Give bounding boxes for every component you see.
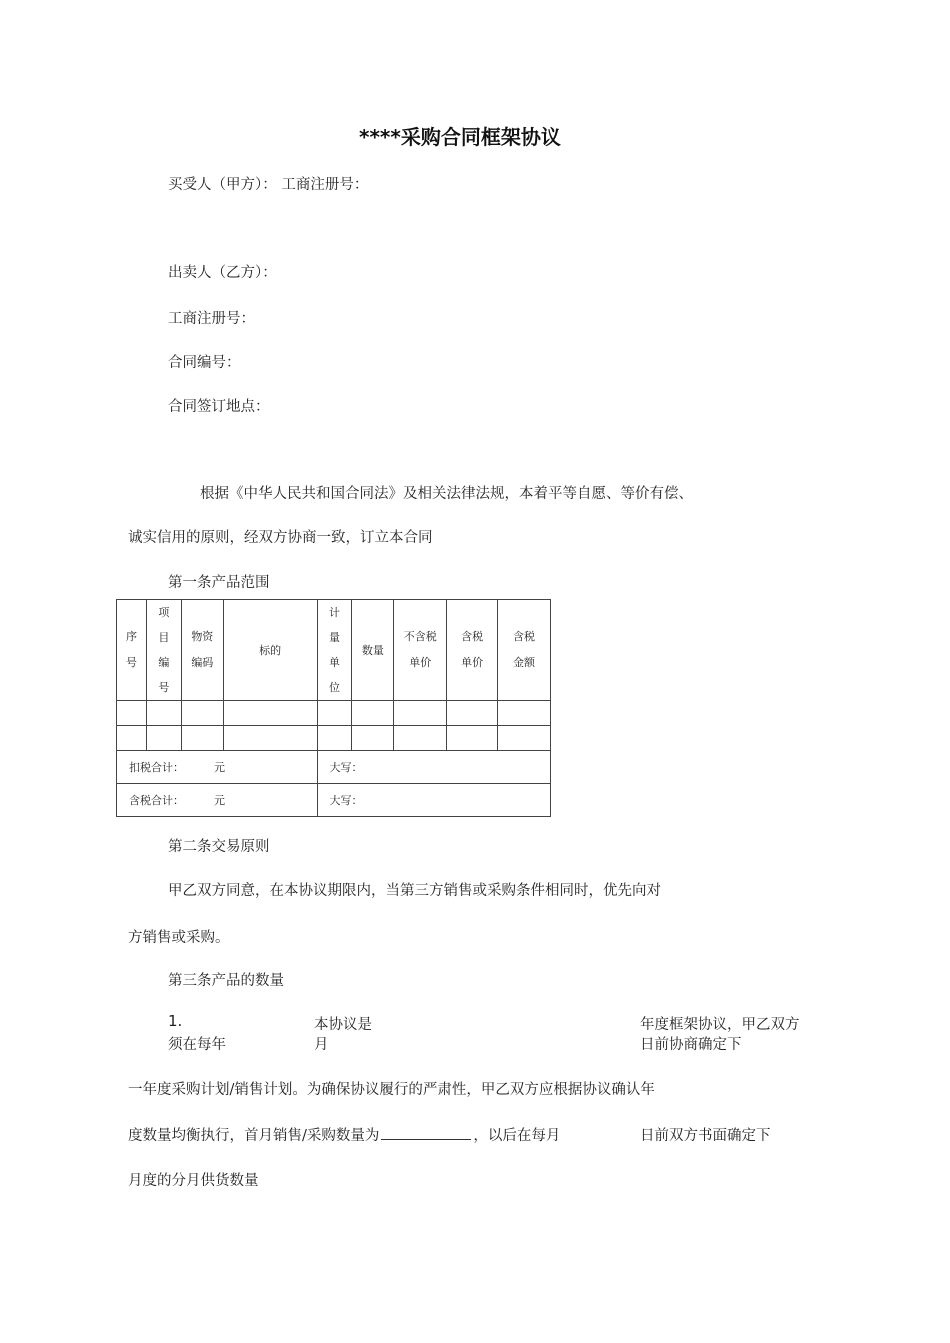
header-item-number: 项 目 编 号	[146, 600, 181, 701]
table-row	[117, 726, 551, 751]
clause-number: 1.	[168, 1012, 183, 1030]
clause-text: 日前双方书面确定下	[640, 1128, 771, 1144]
clause-text: 本协议是	[314, 1017, 372, 1033]
header-seq: 序 号	[117, 600, 147, 701]
buyer-line: 买受人（甲方）： 工商注册号：	[168, 177, 369, 193]
clause-text: 日前协商确定下	[640, 1037, 742, 1053]
clause-text: 一年度采购计划/销售计划。为确保协议履行的严肃性，甲乙双方应根据协议确认年	[128, 1082, 655, 1098]
clause-text: 须在每年	[168, 1037, 226, 1053]
currency-unit: 元	[214, 761, 225, 774]
preamble-line-2: 诚实信用的原则，经双方协商一致，订立本合同	[128, 530, 433, 546]
article-2-line-2: 方销售或采购。	[128, 930, 230, 946]
contract-number: 合同编号：	[168, 355, 241, 371]
preamble-line-1: 根据《中华人民共和国合同法》及相关法律法规，本着平等自愿、等价有偿、	[200, 486, 693, 502]
seller-line: 出卖人（乙方）：	[168, 265, 277, 281]
clause-text: 度数量均衡执行，首月销售/采购数量为 ，以后在每月	[128, 1124, 560, 1145]
total-incl-tax-row	[117, 784, 551, 817]
product-table	[116, 599, 551, 817]
header-quantity: 数量	[352, 600, 394, 701]
amount-in-words-label: 大写：	[329, 761, 363, 774]
total-incl-tax-label: 含税合计：	[129, 794, 184, 807]
total-excl-tax-label: 扣税合计：	[129, 761, 184, 774]
header-price-excl-tax: 不含税 单价	[394, 600, 447, 701]
header-price-incl-tax: 含税 单价	[447, 600, 498, 701]
table-row	[117, 701, 551, 726]
clause-text: 年度框架协议，甲乙双方	[640, 1017, 800, 1033]
registration-number: 工商注册号：	[168, 311, 255, 327]
article-1-heading: 第一条产品范围	[168, 575, 270, 591]
amount-in-words-label: 大写：	[329, 794, 363, 807]
blank-field	[381, 1125, 471, 1140]
currency-unit: 元	[214, 794, 225, 807]
page-title: ****采购合同框架协议	[359, 125, 561, 149]
header-unit: 计 量 单 位	[317, 600, 352, 701]
table-header-row	[117, 600, 551, 701]
clause-text: 月	[314, 1037, 329, 1053]
total-excl-tax-row	[117, 751, 551, 784]
article-3-heading: 第三条产品的数量	[168, 973, 284, 989]
header-subject: 标的	[223, 600, 317, 701]
header-amount-incl-tax: 含税 金额	[498, 600, 551, 701]
clause-text: 月度的分月供货数量	[128, 1173, 259, 1189]
article-2-heading: 第二条交易原则	[168, 839, 270, 855]
header-material-code: 物资 编码	[181, 600, 223, 701]
signing-place: 合同签订地点：	[168, 399, 270, 415]
article-2-line-1: 甲乙双方同意，在本协议期限内，当第三方销售或采购条件相同时，优先向对	[168, 883, 661, 899]
